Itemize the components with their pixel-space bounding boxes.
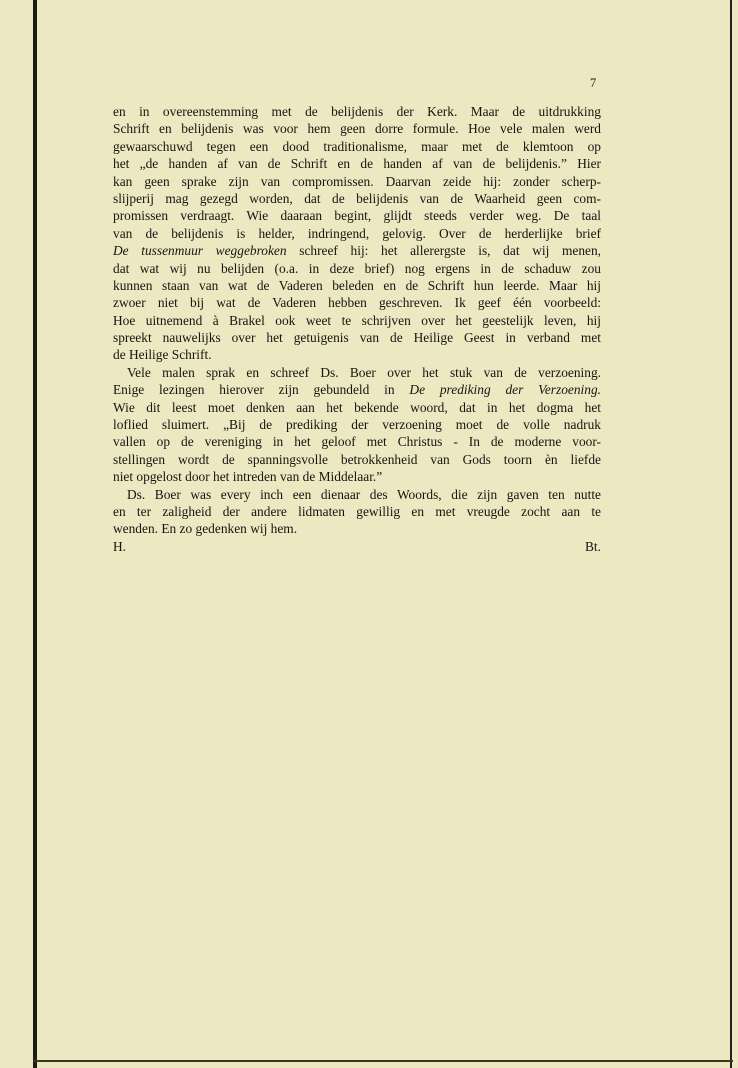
text-line: wenden. En zo gedenken wij hem.: [113, 521, 298, 537]
text-line: dat wat wij nu belijden (o.a. in deze brief) nog ergens in de schaduw zou: [113, 260, 601, 276]
signature-row: [113, 538, 601, 555]
paragraph-2: [113, 364, 601, 486]
text-line: gewaarschuwd tegen een dood traditionalisme, maar met de klemtoon op: [113, 138, 601, 154]
scan-edge-right: [730, 0, 732, 1068]
text-line: kunnen staan van wat de Vaderen beleden en de Schrift hun leerde. Maar hij: [113, 277, 601, 293]
text-fragment: Enige lezingen hierover zijn gebundeld in: [113, 382, 410, 398]
text-line: zwoer niet bij wat de Vaderen hebben geschreven. Ik geef één voorbeeld:: [113, 295, 601, 311]
scan-edge-left: [33, 0, 37, 1068]
signature-initial-right: Bt.: [585, 538, 601, 554]
text-line: slijperij mag gezegd worden, dat de belijdenis van de Waarheid geen com-: [113, 190, 601, 206]
paragraph-3: [113, 486, 601, 538]
text-line: van de belijdenis is helder, indringend, gelovig. Over de herderlijke brief: [113, 225, 601, 241]
paragraph-1: [113, 103, 601, 364]
article-body: [113, 103, 601, 555]
text-line: stellingen wordt de spanningsvolle betrokkenheid van Gods toorn èn liefde: [113, 451, 601, 467]
text-line: niet opgelost door het intreden van de Middelaar.”: [113, 469, 383, 485]
text-line: Hoe uitnemend à Brakel ook weet te schrijven over het geestelijk leven, hij: [113, 312, 601, 328]
text-line: Schrift en belijdenis was voor hem geen dorre formule. Hoe vele malen werd: [113, 121, 601, 137]
text-line-with-title: [113, 242, 601, 259]
publication-title: De tussenmuur weggebroken: [113, 243, 287, 259]
text-line: spreekt nauwelijks over het getuigenis van de Heilige Geest in verband met: [113, 330, 601, 346]
page-number: 7: [590, 76, 597, 90]
text-line: promissen verdraagt. Wie daaraan begint, glijdt steeds verder weg. De taal: [113, 208, 601, 224]
scan-edge-bottom: [33, 1060, 733, 1062]
text-line: kan geen sprake zijn van compromissen. Daarvan zeide hij: zonder scherp-: [113, 173, 601, 189]
text-line: vallen op de vereniging in het geloof met Christus - In de moderne voor-: [113, 434, 601, 450]
text-line: het „de handen af van de Schrift en de handen af van de belijdenis.” Hier: [113, 156, 601, 172]
text-line: Wie dit leest moet denken aan het bekende woord, dat in het dogma het: [113, 399, 601, 415]
text-line: Ds. Boer was every inch een dienaar des Woords, die zijn gaven ten nutte: [127, 486, 601, 502]
signature-initial-left: H.: [113, 538, 127, 554]
text-line: en ter zaligheid der andere lidmaten gewillig en met vreugde zocht aan te: [113, 503, 601, 519]
text-line: de Heilige Schrift.: [113, 347, 212, 363]
text-line: loflied sluimert. „Bij de prediking der verzoening moet de volle nadruk: [113, 417, 601, 433]
text-line: Vele malen sprak en schreef Ds. Boer over het stuk van de verzoening.: [127, 364, 601, 380]
publication-title: De prediking der Verzoening.: [409, 382, 602, 398]
text-line: en in overeenstemming met de belijdenis der Kerk. Maar de uitdrukking: [113, 104, 601, 119]
text-line-with-title: [113, 381, 601, 398]
text-fragment: schreef hij: het allerergste is, dat wij menen,: [286, 243, 601, 259]
